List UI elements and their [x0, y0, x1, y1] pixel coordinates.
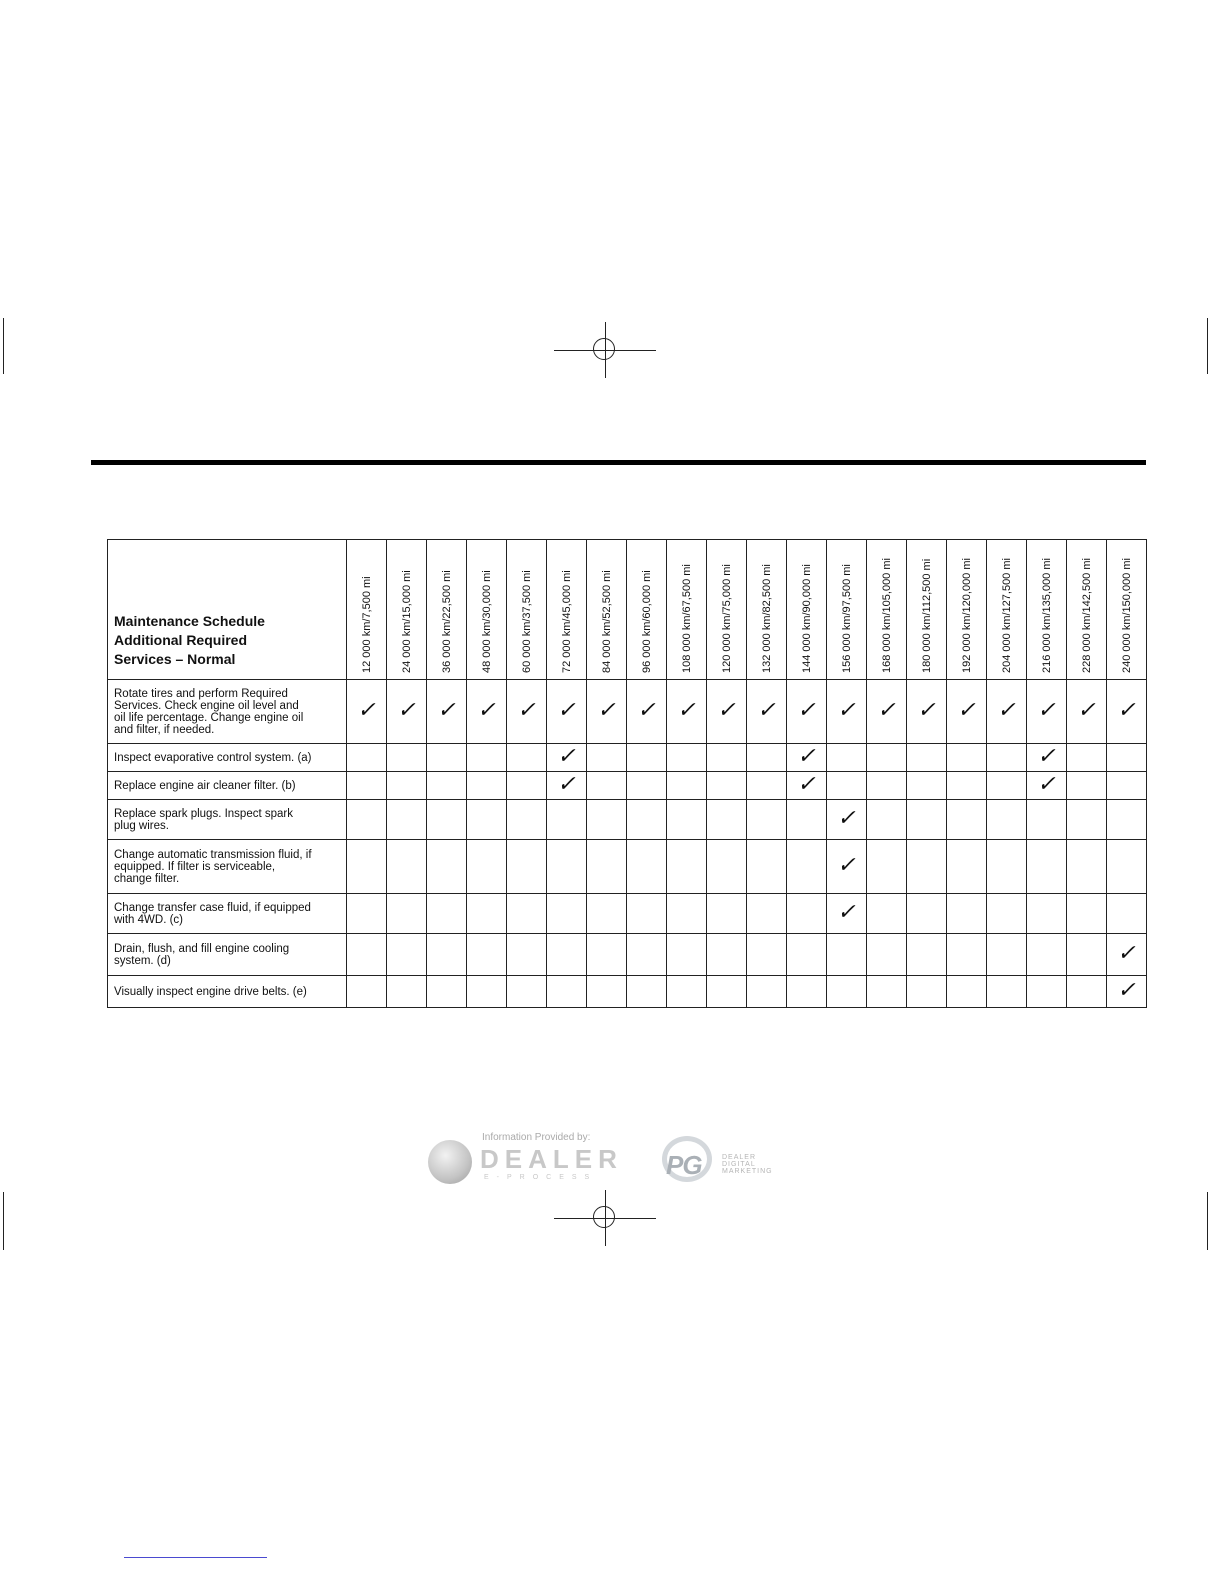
service-description	[108, 934, 347, 976]
interval-label: 216 000 km/135,000 mi	[1040, 558, 1053, 673]
check-mark-icon: ✓	[997, 698, 1016, 723]
schedule-cell	[667, 680, 707, 744]
schedule-cell	[827, 744, 867, 772]
table-title	[108, 540, 347, 680]
schedule-cell	[547, 840, 587, 894]
service-description-line: change filter.	[114, 872, 180, 885]
schedule-cell	[987, 680, 1027, 744]
check-mark-icon: ✓	[1077, 698, 1096, 723]
schedule-cell	[1067, 840, 1107, 894]
check-mark-icon: ✓	[1117, 978, 1136, 1003]
table-row	[108, 934, 1147, 976]
schedule-cell	[507, 976, 547, 1008]
interval-header	[1027, 540, 1067, 680]
table-title-line: Services – Normal	[114, 651, 236, 667]
interval-header	[787, 540, 827, 680]
service-description	[108, 772, 347, 800]
schedule-cell	[907, 934, 947, 976]
interval-label: 192 000 km/120,000 mi	[960, 558, 973, 673]
schedule-cell	[867, 772, 907, 800]
interval-header	[507, 540, 547, 680]
interval-label: 240 000 km/150,000 mi	[1120, 558, 1133, 673]
interval-label: 204 000 km/127,500 mi	[1000, 558, 1013, 673]
interval-label: 156 000 km/97,500 mi	[840, 564, 853, 673]
schedule-cell	[947, 800, 987, 840]
schedule-cell	[387, 840, 427, 894]
schedule-cell	[1107, 840, 1147, 894]
registration-mark-top	[554, 322, 658, 378]
interval-label: 48 000 km/30,000 mi	[480, 570, 493, 673]
schedule-cell	[347, 772, 387, 800]
watermark-provided-by: Information Provided by:	[482, 1132, 591, 1143]
schedule-cell	[867, 800, 907, 840]
schedule-cell	[1107, 800, 1147, 840]
interval-label: 84 000 km/52,500 mi	[600, 570, 613, 673]
schedule-cell	[507, 894, 547, 934]
schedule-cell	[387, 680, 427, 744]
maintenance-schedule-table	[107, 539, 1147, 1008]
service-description-line: Services. Check engine oil level and	[114, 699, 299, 712]
interval-label: 24 000 km/15,000 mi	[400, 570, 413, 673]
schedule-cell	[907, 772, 947, 800]
schedule-cell	[547, 894, 587, 934]
check-mark-icon: ✓	[837, 900, 856, 925]
schedule-cell	[1027, 840, 1067, 894]
schedule-cell	[907, 976, 947, 1008]
schedule-cell	[787, 976, 827, 1008]
interval-header	[747, 540, 787, 680]
schedule-cell	[347, 680, 387, 744]
schedule-cell	[947, 976, 987, 1008]
ddm-line: MARKETING	[722, 1168, 773, 1175]
check-mark-icon: ✓	[1037, 698, 1056, 723]
schedule-cell	[1027, 976, 1067, 1008]
interval-header	[987, 540, 1027, 680]
table-row	[108, 894, 1147, 934]
schedule-cell	[787, 840, 827, 894]
schedule-cell	[747, 772, 787, 800]
schedule-cell	[1107, 680, 1147, 744]
schedule-cell	[1027, 894, 1067, 934]
interval-header	[827, 540, 867, 680]
schedule-cell	[787, 800, 827, 840]
service-description	[108, 976, 347, 1008]
schedule-cell	[387, 744, 427, 772]
schedule-cell	[1107, 894, 1147, 934]
table-title-line: Additional Required	[114, 632, 247, 648]
schedule-cell	[667, 800, 707, 840]
interval-label: 168 000 km/105,000 mi	[880, 558, 893, 673]
schedule-cell	[507, 934, 547, 976]
service-description	[108, 894, 347, 934]
service-description	[108, 800, 347, 840]
schedule-cell	[547, 934, 587, 976]
schedule-cell	[1107, 772, 1147, 800]
interval-label: 180 000 km/112,500 mi	[920, 558, 933, 673]
interval-header	[547, 540, 587, 680]
schedule-cell	[987, 772, 1027, 800]
check-mark-icon: ✓	[597, 698, 616, 723]
table-row	[108, 800, 1147, 840]
check-mark-icon: ✓	[557, 744, 576, 769]
schedule-cell	[987, 976, 1027, 1008]
schedule-cell	[507, 772, 547, 800]
check-mark-icon: ✓	[557, 698, 576, 723]
schedule-cell	[467, 976, 507, 1008]
watermark-ddm-logo	[722, 1154, 773, 1175]
check-mark-icon: ✓	[1037, 744, 1056, 769]
check-mark-icon: ✓	[757, 698, 776, 723]
schedule-cell	[387, 934, 427, 976]
schedule-cell	[387, 894, 427, 934]
service-description-line: Change transfer case fluid, if equipped	[114, 901, 311, 914]
registration-mark-bottom	[554, 1190, 658, 1246]
schedule-cell	[467, 744, 507, 772]
interval-header	[1107, 540, 1147, 680]
schedule-cell	[827, 772, 867, 800]
schedule-cell	[867, 894, 907, 934]
schedule-cell	[347, 800, 387, 840]
schedule-cell	[667, 840, 707, 894]
schedule-cell	[987, 744, 1027, 772]
check-mark-icon: ✓	[477, 698, 496, 723]
ddm-line: DEALER	[722, 1154, 757, 1161]
schedule-cell	[1027, 800, 1067, 840]
check-mark-icon: ✓	[797, 744, 816, 769]
service-description	[108, 840, 347, 894]
check-mark-icon: ✓	[637, 698, 656, 723]
service-description	[108, 744, 347, 772]
interval-label: 144 000 km/90,000 mi	[800, 564, 813, 673]
schedule-cell	[907, 800, 947, 840]
schedule-cell	[747, 840, 787, 894]
pg-logo-icon	[662, 1136, 722, 1184]
schedule-cell	[1067, 680, 1107, 744]
service-description	[108, 680, 347, 744]
schedule-cell	[827, 800, 867, 840]
schedule-cell	[587, 894, 627, 934]
interval-header	[867, 540, 907, 680]
service-description-line: Replace engine air cleaner filter. (b)	[114, 779, 296, 792]
interval-header	[947, 540, 987, 680]
schedule-cell	[787, 934, 827, 976]
globe-logo-icon	[428, 1140, 472, 1184]
service-description-line: with 4WD. (c)	[114, 913, 183, 926]
check-mark-icon: ✓	[717, 698, 736, 723]
schedule-cell	[947, 894, 987, 934]
schedule-cell	[1027, 680, 1067, 744]
watermark-dealer-logo: DEALER	[480, 1144, 623, 1174]
schedule-cell	[867, 680, 907, 744]
table-row	[108, 772, 1147, 800]
crop-mark-top-right	[1207, 318, 1208, 374]
schedule-cell	[627, 680, 667, 744]
check-mark-icon: ✓	[837, 698, 856, 723]
schedule-cell	[1067, 744, 1107, 772]
schedule-cell	[627, 840, 667, 894]
schedule-cell	[507, 840, 547, 894]
table-header-row	[108, 540, 1147, 680]
interval-label: 108 000 km/67,500 mi	[680, 564, 693, 673]
service-description-line: plug wires.	[114, 819, 169, 832]
schedule-cell	[1067, 772, 1107, 800]
schedule-cell	[1067, 976, 1107, 1008]
schedule-cell	[987, 894, 1027, 934]
check-mark-icon: ✓	[917, 698, 936, 723]
interval-label: 120 000 km/75,000 mi	[720, 564, 733, 673]
service-description-line: oil life percentage. Change engine oil	[114, 711, 304, 724]
schedule-cell	[427, 894, 467, 934]
schedule-cell	[707, 976, 747, 1008]
schedule-cell	[387, 976, 427, 1008]
schedule-cell	[627, 800, 667, 840]
table-body	[108, 680, 1147, 1008]
schedule-cell	[667, 772, 707, 800]
footer-link-underline	[124, 1557, 267, 1558]
schedule-cell	[427, 772, 467, 800]
schedule-cell	[907, 744, 947, 772]
schedule-cell	[347, 744, 387, 772]
schedule-cell	[587, 680, 627, 744]
crop-mark-bottom-right	[1207, 1192, 1208, 1250]
schedule-cell	[827, 680, 867, 744]
schedule-cell	[787, 894, 827, 934]
service-description-line: Inspect evaporative control system. (a)	[114, 751, 312, 764]
schedule-cell	[707, 894, 747, 934]
schedule-cell	[1027, 772, 1067, 800]
schedule-cell	[467, 800, 507, 840]
schedule-cell	[347, 934, 387, 976]
interval-header	[427, 540, 467, 680]
schedule-cell	[747, 744, 787, 772]
schedule-cell	[387, 800, 427, 840]
schedule-cell	[627, 772, 667, 800]
check-mark-icon: ✓	[1117, 941, 1136, 966]
schedule-cell	[947, 744, 987, 772]
schedule-cell	[707, 840, 747, 894]
schedule-cell	[1067, 894, 1107, 934]
schedule-cell	[627, 894, 667, 934]
schedule-cell	[427, 976, 467, 1008]
schedule-cell	[547, 976, 587, 1008]
schedule-cell	[707, 800, 747, 840]
crop-mark-top-left	[3, 318, 4, 374]
schedule-cell	[347, 976, 387, 1008]
schedule-cell	[547, 800, 587, 840]
watermark-eprocess-logo: E-PROCESS	[484, 1174, 598, 1181]
schedule-cell	[667, 894, 707, 934]
service-description-line: Replace spark plugs. Inspect spark	[114, 807, 293, 820]
header-rule	[91, 460, 1146, 465]
check-mark-icon: ✓	[837, 806, 856, 831]
schedule-cell	[587, 976, 627, 1008]
schedule-cell	[587, 744, 627, 772]
schedule-cell	[707, 744, 747, 772]
schedule-cell	[467, 934, 507, 976]
table-row	[108, 840, 1147, 894]
schedule-cell	[707, 934, 747, 976]
schedule-cell	[707, 680, 747, 744]
interval-label: 12 000 km/7,500 mi	[360, 576, 373, 673]
check-mark-icon: ✓	[1117, 698, 1136, 723]
check-mark-icon: ✓	[677, 698, 696, 723]
schedule-cell	[467, 840, 507, 894]
interval-header	[387, 540, 427, 680]
schedule-cell	[427, 800, 467, 840]
schedule-cell	[947, 680, 987, 744]
schedule-cell	[987, 800, 1027, 840]
schedule-cell	[627, 934, 667, 976]
schedule-cell	[627, 976, 667, 1008]
schedule-cell	[587, 800, 627, 840]
schedule-cell	[867, 840, 907, 894]
schedule-cell	[547, 744, 587, 772]
check-mark-icon: ✓	[557, 772, 576, 797]
schedule-cell	[907, 840, 947, 894]
schedule-cell	[787, 680, 827, 744]
schedule-cell	[467, 680, 507, 744]
interval-label: 36 000 km/22,500 mi	[440, 570, 453, 673]
crop-mark-bottom-left	[3, 1192, 4, 1250]
schedule-cell	[867, 976, 907, 1008]
check-mark-icon: ✓	[797, 772, 816, 797]
interval-label: 60 000 km/37,500 mi	[520, 570, 533, 673]
schedule-cell	[987, 934, 1027, 976]
schedule-cell	[587, 840, 627, 894]
schedule-cell	[947, 840, 987, 894]
schedule-cell	[467, 894, 507, 934]
schedule-cell	[947, 934, 987, 976]
interval-header	[467, 540, 507, 680]
service-description-line: system. (d)	[114, 954, 171, 967]
service-description-line: Change automatic transmission fluid, if	[114, 848, 312, 861]
table-row	[108, 976, 1147, 1008]
schedule-cell	[667, 976, 707, 1008]
table-row	[108, 680, 1147, 744]
schedule-cell	[547, 680, 587, 744]
watermark	[426, 1130, 796, 1192]
schedule-cell	[827, 934, 867, 976]
schedule-cell	[507, 744, 547, 772]
schedule-cell	[947, 772, 987, 800]
schedule-cell	[907, 680, 947, 744]
check-mark-icon: ✓	[397, 698, 416, 723]
schedule-cell	[827, 840, 867, 894]
service-description-line: Rotate tires and perform Required	[114, 687, 288, 700]
interval-header	[667, 540, 707, 680]
schedule-cell	[707, 772, 747, 800]
schedule-cell	[747, 976, 787, 1008]
check-mark-icon: ✓	[357, 698, 376, 723]
ddm-line: DIGITAL	[722, 1161, 756, 1168]
schedule-cell	[1107, 934, 1147, 976]
schedule-cell	[907, 894, 947, 934]
schedule-cell	[587, 934, 627, 976]
interval-header	[1067, 540, 1107, 680]
schedule-cell	[427, 680, 467, 744]
schedule-cell	[507, 680, 547, 744]
schedule-cell	[427, 840, 467, 894]
interval-label: 96 000 km/60,000 mi	[640, 570, 653, 673]
schedule-cell	[667, 934, 707, 976]
schedule-cell	[547, 772, 587, 800]
service-description-line: Visually inspect engine drive belts. (e)	[114, 985, 307, 998]
schedule-cell	[1027, 934, 1067, 976]
schedule-cell	[587, 772, 627, 800]
service-description-line: equipped. If filter is serviceable,	[114, 860, 276, 873]
interval-header	[587, 540, 627, 680]
schedule-cell	[987, 840, 1027, 894]
check-mark-icon: ✓	[517, 698, 536, 723]
check-mark-icon: ✓	[957, 698, 976, 723]
schedule-cell	[867, 744, 907, 772]
schedule-cell	[1107, 744, 1147, 772]
schedule-cell	[867, 934, 907, 976]
interval-header	[907, 540, 947, 680]
schedule-cell	[347, 894, 387, 934]
schedule-cell	[627, 744, 667, 772]
check-mark-icon: ✓	[1037, 772, 1056, 797]
check-mark-icon: ✓	[437, 698, 456, 723]
schedule-cell	[747, 680, 787, 744]
schedule-cell	[827, 976, 867, 1008]
schedule-cell	[1027, 744, 1067, 772]
schedule-cell	[347, 840, 387, 894]
table-row	[108, 744, 1147, 772]
schedule-cell	[467, 772, 507, 800]
schedule-cell	[747, 934, 787, 976]
check-mark-icon: ✓	[797, 698, 816, 723]
service-description-line: Drain, flush, and fill engine cooling	[114, 942, 290, 955]
service-description-line: and filter, if needed.	[114, 723, 215, 736]
schedule-cell	[747, 800, 787, 840]
interval-label: 228 000 km/142,500 mi	[1080, 558, 1093, 673]
interval-header	[627, 540, 667, 680]
check-mark-icon: ✓	[877, 698, 896, 723]
schedule-cell	[667, 744, 707, 772]
interval-label: 132 000 km/82,500 mi	[760, 564, 773, 673]
schedule-cell	[387, 772, 427, 800]
schedule-cell	[1107, 976, 1147, 1008]
schedule-cell	[827, 894, 867, 934]
schedule-cell	[747, 894, 787, 934]
schedule-cell	[427, 744, 467, 772]
schedule-cell	[427, 934, 467, 976]
schedule-cell	[787, 772, 827, 800]
table-title-line: Maintenance Schedule	[114, 613, 265, 629]
interval-label: 72 000 km/45,000 mi	[560, 570, 573, 673]
schedule-cell	[1067, 934, 1107, 976]
interval-header	[347, 540, 387, 680]
schedule-cell	[1067, 800, 1107, 840]
pg-logo-text: PG	[666, 1150, 702, 1180]
schedule-cell	[787, 744, 827, 772]
interval-header	[707, 540, 747, 680]
check-mark-icon: ✓	[837, 853, 856, 878]
schedule-cell	[507, 800, 547, 840]
